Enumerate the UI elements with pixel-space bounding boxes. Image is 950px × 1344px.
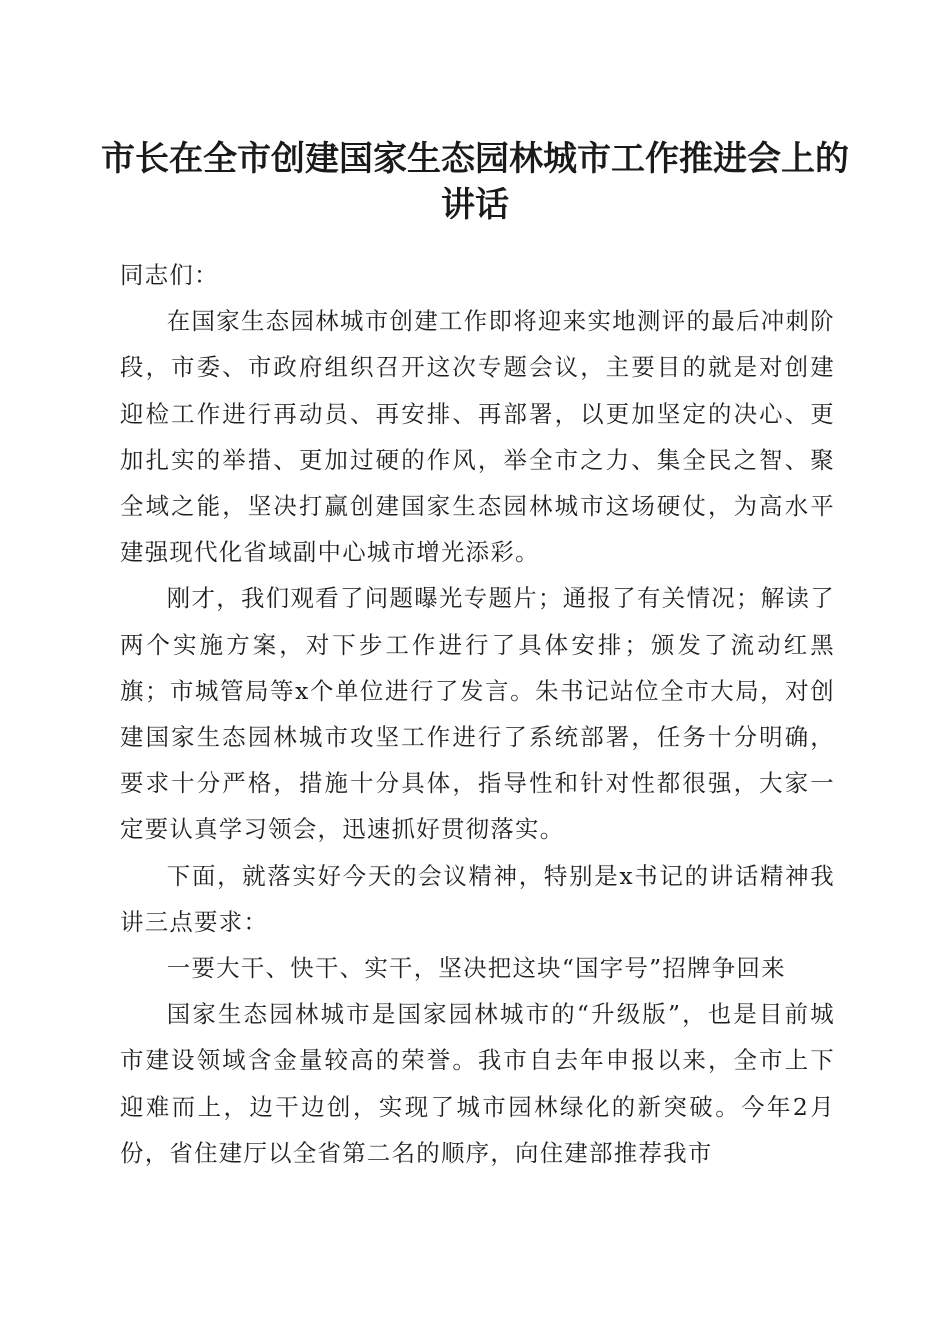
salutation: 同志们： [120,261,219,289]
paragraph-opening: 在国家生态园林城市创建工作即将迎来实地测评的最后冲刺阶段，市委、市政府组织召开这次专题会议，主要目的就是对创建迎检工作进行再动员、再安排、再部署，以更加坚定的决心、更加扎实的举措、更加过硬的作风，举全市之力、集全民之智、聚全域之能，坚决打赢创建国家生态园林城市这场硬仗，为高水平建强现代化省域副中心城市增光添彩。 [120,307,835,567]
paragraph-requirements-intro: 下面，就落实好今天的会议精神，特别是x书记的讲话精神我讲三点要求： [120,861,835,936]
section-heading-1: 一要大干、快干、实干，坚决把这块“国字号”招牌争回来 [166,954,786,983]
paragraph-review: 刚才，我们观看了问题曝光专题片；通报了有关情况；解读了两个实施方案，对下步工作进行了具体安排；颁发了流动红黑旗；市城管局等x个单位进行了发言。朱书记站位全市大局，对创建国家生态园林城市攻坚工作进行了系统部署，任务十分明确，要求十分严格，措施十分具体，指导性和针对性都很强，大家一定要认真学习领会，迅速抓好贯彻落实。 [120,584,835,844]
paragraph-section-1: 国家生态园林城市是国家园林城市的“升级版”，也是目前城市建设领域含金量较高的荣誉。我市自去年申报以来，全市上下迎难而上，边干边创，实现了城市园林绿化的新突破。今年2月份，省住建厅以全省第二名的顺序，向住建部推荐我市 [120,1000,835,1167]
document-title: 市长在全市创建国家生态园林城市工作推进会上的讲话 [101,139,849,225]
document-body [120,252,835,1176]
